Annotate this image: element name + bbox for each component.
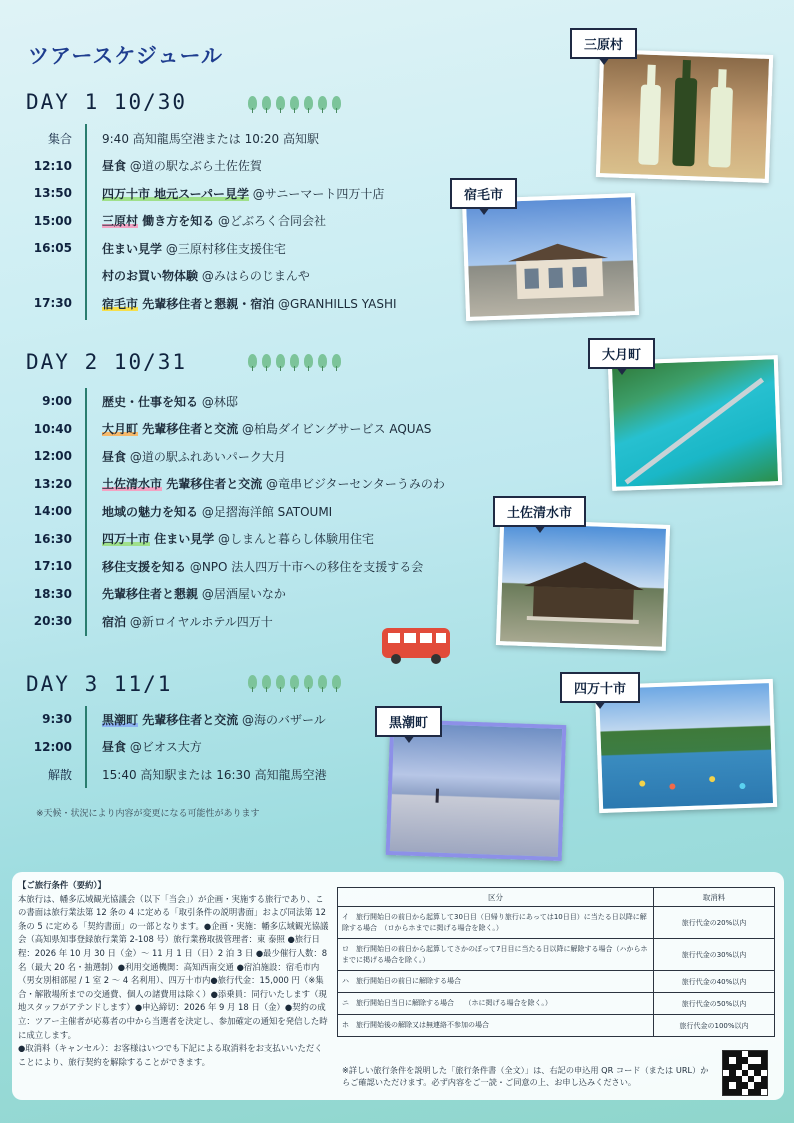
cancel-desc: ニ 旅行開始日当日に解除する場合 （ホに掲げる場合を除く。）: [338, 993, 654, 1015]
schedule-row: [30, 501, 500, 521]
schedule-row: [30, 128, 500, 148]
activity-label: 先輩移住者と懇親: [102, 587, 199, 601]
schedule-detail: [102, 530, 374, 547]
tag-tosashimizu: 土佐清水市: [493, 496, 586, 527]
schedule-detail: [102, 212, 326, 229]
schedule-detail: [102, 295, 397, 312]
bus-icon: [378, 620, 458, 668]
cancel-fee: 旅行代金の20%以内: [654, 907, 775, 939]
schedule-row: [30, 391, 500, 411]
schedule-detail: [102, 240, 286, 257]
schedule-row: [30, 446, 500, 466]
schedule-row: [30, 474, 500, 494]
cancel-fee: 旅行代金の100%以内: [654, 1015, 775, 1037]
column-header: 取消料: [654, 888, 775, 907]
day1-heading: DAY 1 10/30: [26, 90, 188, 114]
activity-label: 働き方を知る: [138, 214, 215, 228]
schedule-row: [30, 266, 500, 286]
column-header: 区分: [338, 888, 654, 907]
activity-label: 移住支援を知る: [102, 559, 187, 574]
schedule-time: 20:30: [33, 614, 72, 628]
cancel-fee: 旅行代金の50%以内: [654, 993, 775, 1015]
activity-label: 宿泊: [102, 614, 127, 629]
activity-label: 昼食: [102, 740, 127, 754]
schedule-time: 14:00: [33, 504, 72, 518]
activity-label: 昼食: [102, 159, 127, 173]
schedule-row: [30, 556, 500, 576]
schedule-time: 12:10: [33, 158, 72, 173]
schedule-detail: [102, 766, 327, 783]
schedule-time: 10:40: [33, 421, 72, 436]
table-row: [338, 907, 775, 939]
venue-label: @林邸: [198, 394, 238, 409]
activity-label: 四万十市: [102, 532, 151, 546]
cancellation-table: [337, 887, 775, 1037]
schedule-row: [30, 211, 500, 231]
venue-label: @サニーマート四万十店: [248, 186, 385, 201]
schedule-time: 12:00: [33, 449, 72, 463]
schedule-detail: [102, 475, 445, 492]
venue-label: @居酒屋いなか: [198, 587, 286, 601]
activity-label: 宿毛市: [102, 296, 139, 311]
day2-heading: DAY 2 10/31: [26, 350, 188, 374]
schedule-note: ※天候・状況により内容が変更になる可能性があります: [36, 809, 260, 819]
activity-label: 四万十市 地元スーパー見学: [102, 186, 249, 201]
venue-label: @三原村移住支援住宅: [162, 241, 286, 256]
schedule-time: 15:00: [33, 213, 72, 228]
conditions-cancel: ●取消料（キャンセル）：お客様はいつでも下記による取消料をお支払いいただくことにより、旅行契約を解除することができます。: [18, 1043, 323, 1067]
schedule-time: 解散: [47, 767, 72, 782]
schedule-row: [30, 419, 500, 439]
venue-label: @道の駅ふれあいパーク大月: [126, 449, 286, 464]
schedule-time: 17:30: [33, 296, 72, 310]
tosashimizu-center-photo: [496, 519, 670, 651]
venue-label: @海のバザール: [238, 712, 326, 727]
cancel-desc: ホ 旅行開始後の解除又は無連絡不参加の場合: [338, 1015, 654, 1037]
schedule-row: [30, 529, 500, 549]
schedule-detail: [102, 585, 286, 602]
activity-label: 土佐清水市: [102, 477, 163, 491]
sake-bottles-photo: [596, 49, 773, 183]
conditions-footnote: ※詳しい旅行条件を説明した「旅行条件書（全文）」は、右記の申込用 QR コード（または URL）からご確認いただけます。必ず内容をご一読・ご同意の上、お申し込みください。: [342, 1065, 709, 1087]
conditions-text: 本旅行は、幡多広域観光協議会（以下「当会」）が企画・実施する旅行であり、この書面は旅行業法第 12 条の 4 に定める「取引条件の説明書面」および同法第 12 条の 5 に定める「契約書面」の一部となります。●企画・実施：幡多広域観光協議会（高知県知事登録旅行業第 2-108 号）旅行業務取扱管理者：東 泰照 ●旅行日程：2026 年 10 月 30 日（金）〜 11 月 1 日（日）2 泊 3 日 ●最少催行人数：8 名（最大 20 名・抽選制）●利用交通機関：高知西南交通 ●宿泊施設：宿毛市内（男女別相部屋 / 1 室 2 〜 4 名利用）、四万十市内●旅行代金：15,000 円（※集合・解散場所までの交通費、個人の諸費用は除く）●添乗員：同行いたします（現地スタッフがアテンドします）●申込締切：2026 年 9 月 18 日（金）●契約の成立：ツアー主催者が応募者の中から当選者を決定し、参加確定の通知を発信した時に成立します。: [18, 893, 329, 1040]
schedule-time: 9:30: [42, 712, 72, 726]
activity-label: 黒潮町: [102, 712, 139, 727]
tag-shimanto: 四万十市: [560, 672, 640, 703]
tag-mihara: 三原村: [570, 28, 637, 59]
table-row: [338, 993, 775, 1015]
schedule-detail: [102, 267, 310, 284]
schedule-detail: [102, 393, 238, 410]
schedule-row: [30, 156, 500, 176]
venue-label: @新ロイヤルホテル四万十: [126, 614, 273, 629]
venue-label: @GRANHILLS YASHI: [274, 296, 397, 311]
schedule-detail: [102, 448, 286, 465]
activity-label: 村のお買い物体験: [102, 269, 199, 283]
schedule-row: [30, 238, 500, 258]
table-row: [338, 1015, 775, 1037]
venue-label: 9:40 高知龍馬空港または 10:20 高知駅: [102, 131, 319, 146]
activity-label: 昼食: [102, 449, 127, 464]
table-row: [338, 939, 775, 971]
tree-row-icon: [248, 354, 341, 368]
activity-label: 先輩移住者と交流: [138, 422, 239, 436]
tag-sukumo: 宿毛市: [450, 178, 517, 209]
activity-label: 先輩移住者と交流: [138, 712, 239, 727]
schedule-detail: [102, 558, 423, 575]
schedule-time: 12:00: [33, 739, 72, 754]
venue-label: @竜串ビジターセンターうみのわ: [262, 477, 445, 491]
schedule-detail: [102, 503, 332, 520]
schedule-detail: [102, 711, 326, 728]
venue-label: @柏島ダイビングサービス AQUAS: [238, 422, 432, 436]
cancel-desc: イ 旅行開始日の前日から起算して30日目（日帰り旅行にあっては10日目）に当たる日以降に解除する場合 （ロからホまでに掲げる場合を除く。）: [338, 907, 654, 939]
schedule-time: 9:00: [42, 394, 72, 408]
cancel-fee: 旅行代金の40%以内: [654, 971, 775, 993]
qr-code-icon[interactable]: [722, 1050, 768, 1096]
sake-bottle-icon: [600, 53, 769, 179]
activity-label: 住まい見学: [102, 241, 163, 256]
activity-label: 先輩移住者と交流: [162, 477, 263, 491]
cancel-desc: ハ 旅行開始日の前日に解除する場合: [338, 971, 654, 993]
page-title: ツアースケジュール: [28, 44, 224, 68]
activity-label: 先輩移住者と懇親・宿泊: [138, 296, 275, 311]
schedule-detail: [102, 157, 262, 174]
activity-label: 地域の魅力を知る: [102, 504, 199, 519]
venue-label: @道の駅なぶら土佐佐賀: [126, 159, 262, 173]
venue-label: @NPO 法人四万十市への移住を支援する会: [186, 559, 424, 574]
schedule-time: 17:10: [33, 559, 72, 573]
venue-label: @どぶろく合同会社: [214, 214, 327, 228]
travel-conditions: [18, 879, 330, 1069]
activity-label: 住まい見学: [150, 532, 215, 546]
table-row: [338, 971, 775, 993]
otsuki-coast-photo: [608, 355, 782, 491]
schedule-row: [30, 183, 500, 203]
day3-heading: DAY 3 11/1: [26, 672, 173, 696]
activity-label: 大月町: [102, 422, 139, 436]
activity-label: 歴史・仕事を知る: [102, 394, 199, 409]
cancel-fee: 旅行代金の30%以内: [654, 939, 775, 971]
schedule-detail: [102, 185, 384, 202]
schedule-detail: [102, 420, 431, 437]
venue-label: @しまんと暮らし体験用住宅: [214, 532, 375, 546]
schedule-time: 集合: [47, 131, 72, 146]
tree-row-icon: [248, 675, 341, 689]
conditions-heading: 【ご旅行条件（要約）】: [18, 880, 106, 890]
schedule-detail: [102, 738, 202, 755]
venue-label: @ビオス大方: [126, 740, 202, 754]
schedule-detail: [102, 613, 273, 630]
schedule-time: 16:05: [33, 241, 72, 255]
venue-label: @足摺海洋館 SATOUMI: [198, 504, 333, 519]
schedule-row: [30, 584, 500, 604]
schedule-detail: [102, 130, 319, 147]
schedule-time: 16:30: [33, 531, 72, 546]
tag-kuroshio: 黒潮町: [375, 706, 442, 737]
schedule-time: 13:20: [33, 476, 72, 491]
tree-row-icon: [248, 96, 341, 110]
schedule-time: 13:50: [33, 186, 72, 200]
activity-label: 三原村: [102, 214, 139, 228]
tag-otsuki: 大月町: [588, 338, 655, 369]
schedule-time: 18:30: [33, 586, 72, 601]
cancel-desc: ロ 旅行開始日の前日から起算してさかのぼって7日目に当たる日以降に解除する場合（ハからホまでに掲げる場合を除く。）: [338, 939, 654, 971]
venue-label: @みはらのじまんや: [198, 269, 310, 283]
venue-label: 15:40 高知駅または 16:30 高知龍馬空港: [102, 767, 327, 782]
schedule-row: [30, 293, 500, 313]
